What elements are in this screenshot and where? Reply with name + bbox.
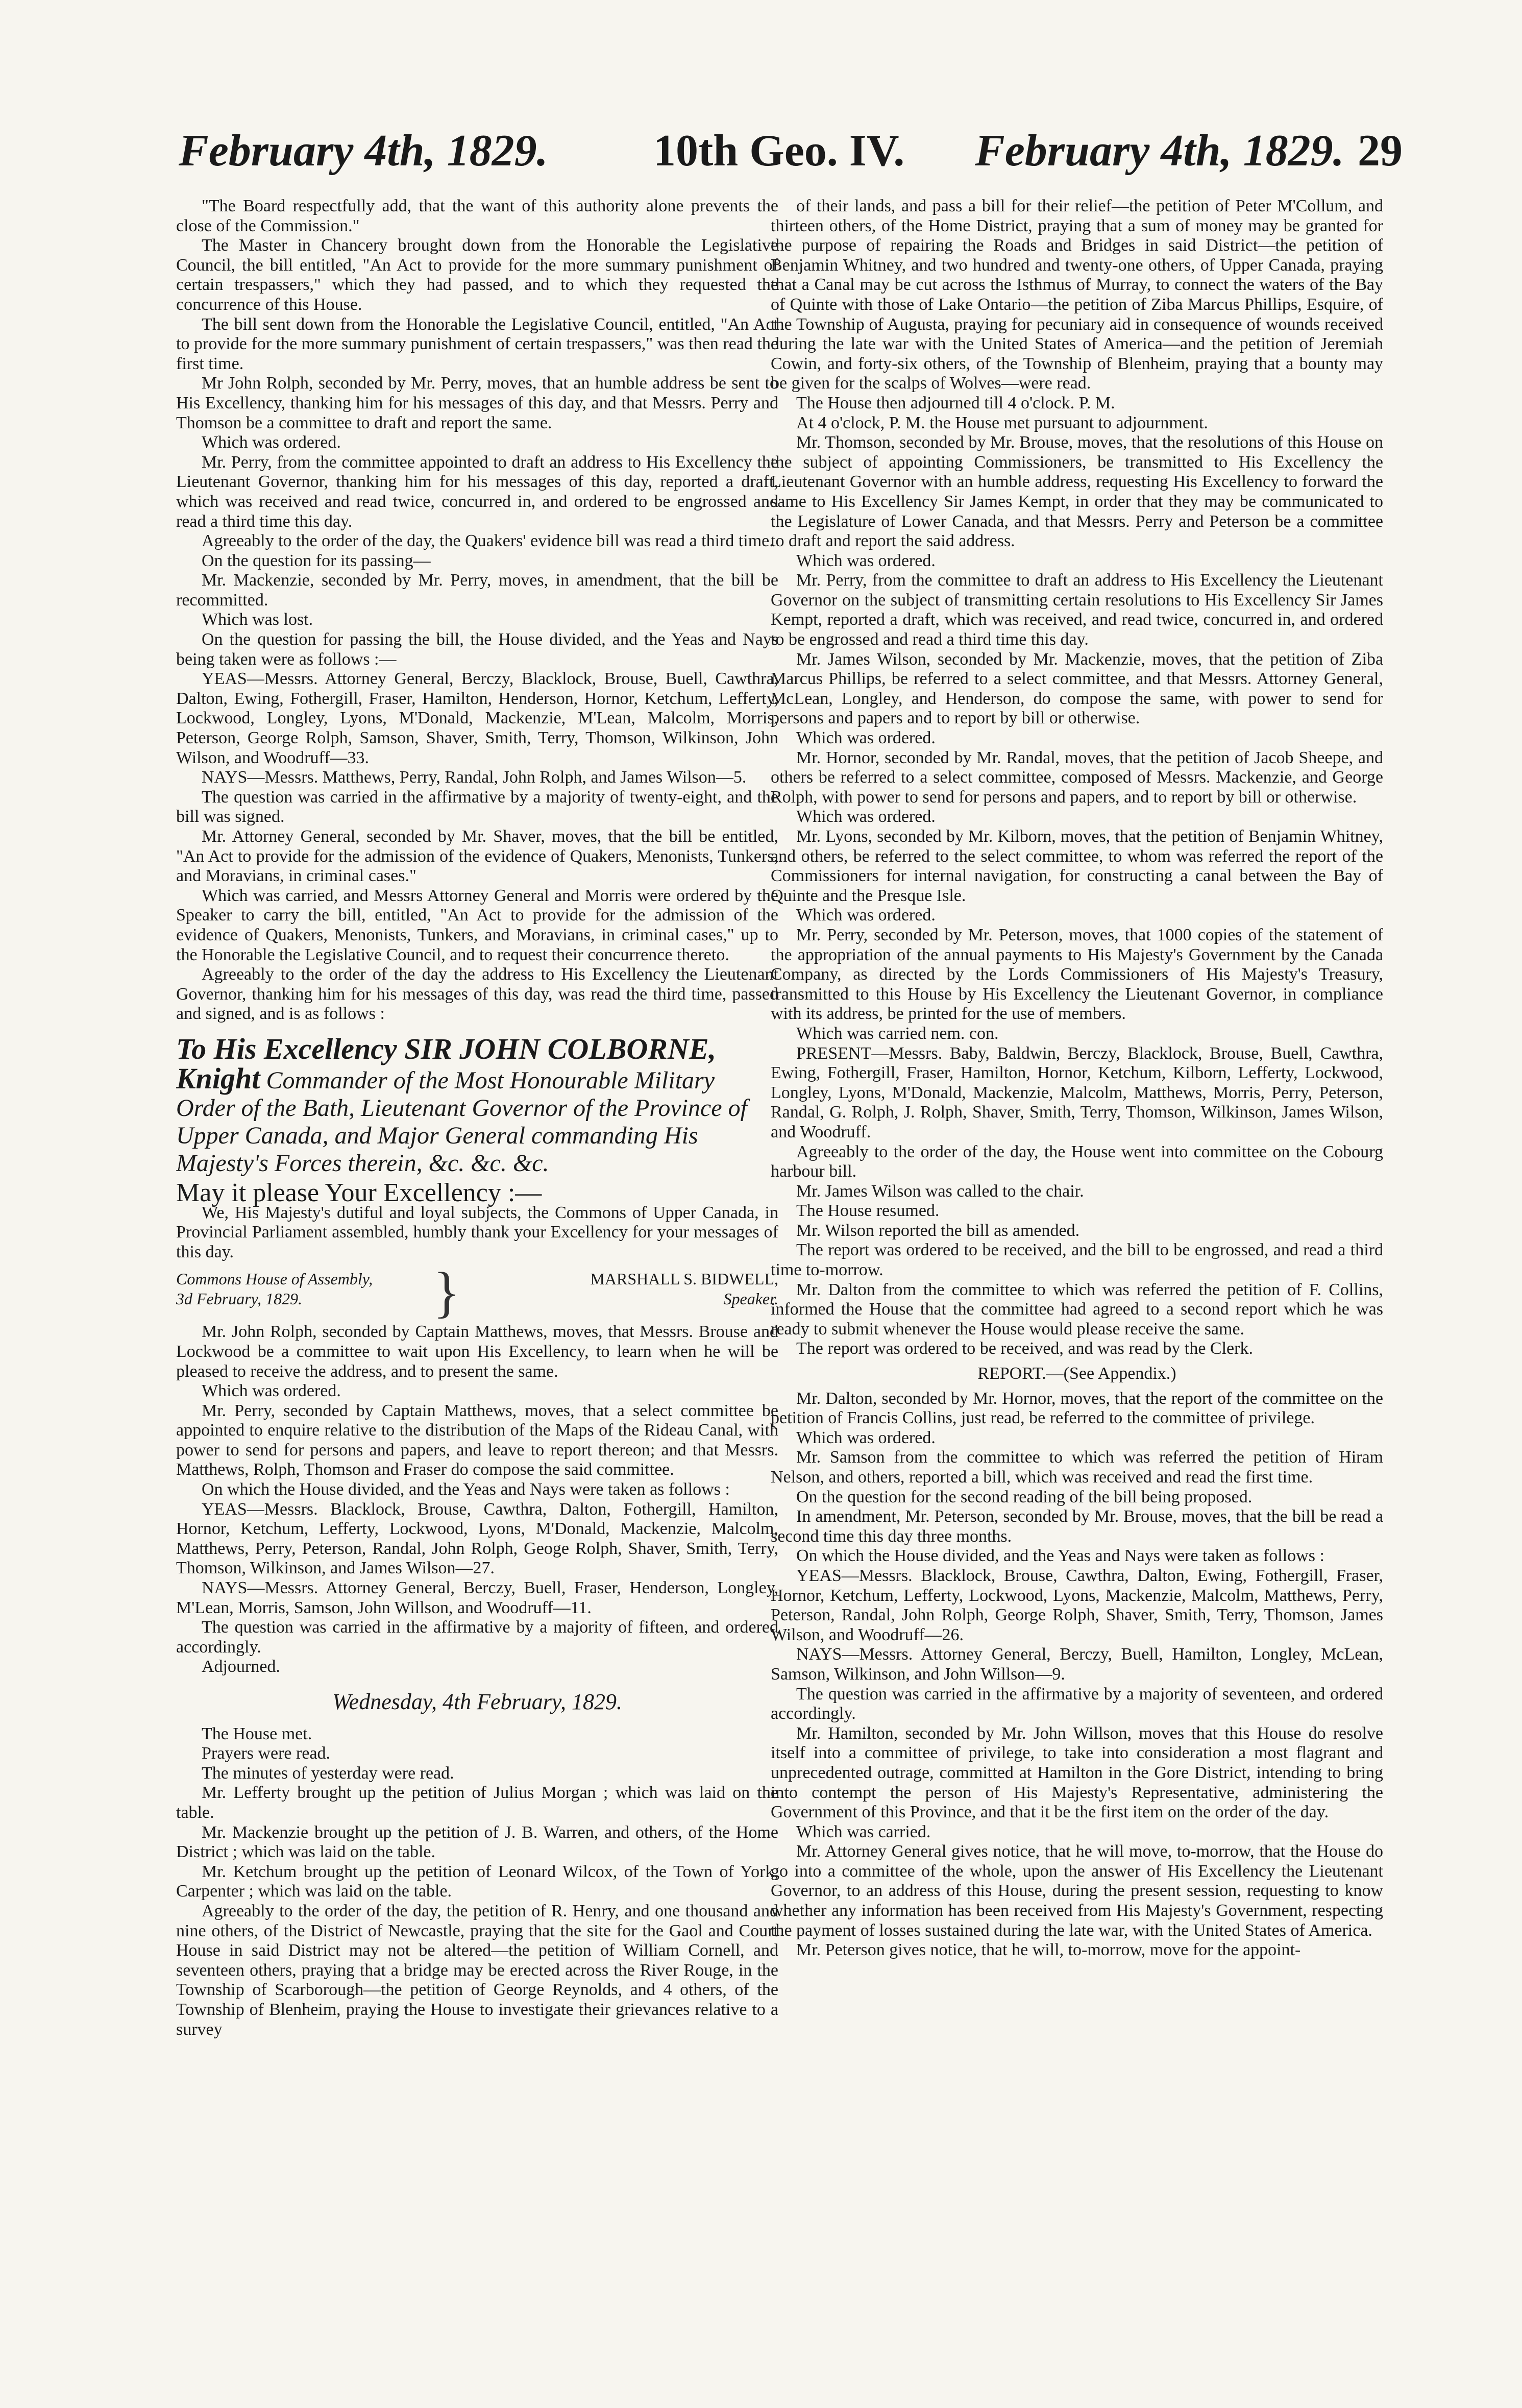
header-reign: 10th Geo. IV. [653,126,905,176]
paragraph: NAYS—Messrs. Attorney General, Berczy, Buell, Hamilton, Longley, McLean, Samson, Wilkinson, and John Willson—9. [771,1645,1383,1684]
paragraph: Which was carried nem. con. [796,1024,999,1043]
paragraph: Mr. Dalton, seconded by Mr. Hornor, moves, that the report of the committee on the petition of Francis Collins, just read, be referred to the committee of privilege. [771,1389,1383,1428]
paragraph: Which was ordered. [796,728,936,748]
paragraph: YEAS—Messrs. Blacklock, Brouse, Cawthra, Dalton, Ewing, Fothergill, Fraser, Hornor, Ketchum, Lefferty, Lockwood, Lyons, Mackenzie, Malcolm, Matthews, Perry, Peterson, Randal, John Rolph, George Rolph, Shaver, Smith, Terry, Thomson, James Wilson, and Woodruff—26. [771,1566,1383,1644]
paragraph: The bill sent down from the Honorable the Legislative Council, entitled, "An Act to provide for the more summary punishment of certain trespassers," was then read the first time. [176,314,778,373]
signature-date: 3d February, 1829. [176,1289,303,1308]
paragraph: Mr. Attorney General gives notice, that he will move, to-morrow, that the House do go into a committee of the whole, upon the answer of His Excellency the Lieutenant Governor, to an address of this House, during the present session, requesting to know whether any information has been received from His Majesty's Government, respecting the payment of losses sustained during the late war, with the United States of America. [771,1842,1383,1940]
paragraph: On the question for its passing— [202,551,431,570]
report-heading: REPORT.—(See Appendix.) [977,1364,1176,1383]
paragraph: NAYS—Messrs. Matthews, Perry, Randal, John Rolph, and James Wilson—5. [202,768,747,787]
paragraph: "The Board respectfully add, that the want of this authority alone prevents the close of the Commission." [176,197,778,235]
paragraph: Mr. Lefferty brought up the petition of Julius Morgan ; which was laid on the table. [176,1783,778,1822]
paragraph: The report was ordered to be received, and the bill to be engrossed, and read a third time to-morrow. [771,1241,1383,1280]
paragraph: Mr. Dalton from the committee to which was referred the petition of F. Collins, informed the House that the committee had agreed to a second report which he was ready to submit whenever the House would please receive the same. [771,1280,1383,1339]
paragraph: Mr. Mackenzie, seconded by Mr. Perry, moves, in amendment, that the bill be recommitted. [176,571,778,610]
paragraph: Mr. Perry, seconded by Mr. Peterson, moves, that 1000 copies of the statement of the appropriation of the annual payments to His Majesty's Government by the Canada Company, as directed by the Lords Commissioners of His Majesty's Treasury, transmitted to this House by His Excellency the Lieutenant Governor, in compliance with its address, be printed for the use of members. [771,925,1383,1024]
page-header [168,125,1403,186]
paragraph: of their lands, and pass a bill for their relief—the petition of Peter M'Collum, and thirteen others, of the Home District, praying that a sum of money may be granted for the purpose of repairing the Roads and Bridges in said District—the petition of Benjamin Whitney, and two hundred and twenty-one others, of Upper Canada, praying that a Canal may be cut across the Isthmus of Murray, to connect the waters of the Bay of Quinte with those of Lake Ontario—the petition of Ziba Marcus Phillips, Esquire, of the Township of Augusta, praying for pecuniary aid in consequence of wounds received during the late war with the United States of America—and the petition of Jeremiah Cowin, and forty-six others, of the Township of Blenheim, praying that a bounty may be given for the scalps of Wolves—were read. [771,197,1383,393]
header-left-date: February 4th, 1829. [179,126,548,176]
paragraph: The House met. [202,1724,312,1743]
paragraph: Prayers were read. [202,1744,331,1763]
paragraph: YEAS—Messrs. Blacklock, Brouse, Cawthra, Dalton, Fothergill, Hamilton, Hornor, Ketchum, Lefferty, Lockwood, Lyons, M'Donald, Mackenzie, Malcolm, Matthews, Perry, Peterson, Randal, John Rolph, Geoge Rolph, Shaver, Smith, Terry, Thomson, Wilkinson, and James Wilson—27. [176,1499,778,1578]
paragraph: Mr. Hornor, seconded by Mr. Randal, moves, that the petition of Jacob Sheepe, and others be referred to a select committee, composed of Messrs. Mackenzie, and George Rolph, with power to send for persons and papers, and to report by bill or otherwise. [771,748,1383,807]
paragraph: Mr John Rolph, seconded by Mr. Perry, moves, that an humble address be sent to His Excellency, thanking him for his messages of this day, and that Messrs. Perry and Thomson be a committee to draft and report the same. [176,374,778,432]
paragraph: Mr. Peterson gives notice, that he will, to-morrow, move for the appoint- [796,1940,1301,1960]
paragraph: Mr. Lyons, seconded by Mr. Kilborn, moves, that the petition of Benjamin Whitney, and others, be referred to the select committee, to whom was referred the report of the Commissioners for internal navigation, for constructing a canal between the Bay of Quinte and the Presque Isle. [771,827,1383,905]
date-heading: Wednesday, 4th February, 1829. [332,1689,622,1714]
right-paragraphs-after [771,1389,1383,1960]
right-paragraphs [771,197,1383,1359]
paragraph: Mr. Perry, seconded by Captain Matthews, moves, that a select committee be appointed to enquire relative to the distribution of the Maps of the Rideau Canal, with power to send for persons and papers, and leave to report thereon; and that Messrs. Matthews, Rolph, Thomson and Fraser do compose the said committee. [176,1401,778,1479]
paragraph: Mr. Thomson, seconded by Mr. Brouse, moves, that the resolutions of this House on the subject of appointing Commissioners, be transmitted to His Excellency the Lieutenant Governor with an humble address, requesting His Excellency to forward the same to His Excellency Sir James Kempt, in order that they may be communicated to the Legislature of Lower Canada, and that Messrs. Perry and Peterson be a committee to draft and report the said address. [771,433,1383,551]
paragraph: Mr. Hamilton, seconded by Mr. John Willson, moves that this House do resolve itself into a committee of privilege, to take into consideration a most flagrant and unprecedented outrage, committed at Hamilton in the Gore District, intending to bring into contempt the person of His Majesty's Representative, administering the Government of this Province, and that it be the first item on the order of the day. [771,1723,1383,1822]
paragraph: Mr. Perry, from the committee appointed to draft an address to His Excellency the Lieutenant Governor, thanking him for his messages of this day, reported a draft, which was received and read twice, concurred in, and ordered to be engrossed and read a third time this day. [176,452,778,531]
paragraph: Which was ordered. [796,1428,936,1447]
paragraph: Which was carried. [796,1822,931,1841]
paragraph: The question was carried in the affirmative by a majority of twenty-eight, and the bill was signed. [176,787,778,826]
paragraph: Which was carried, and Messrs Attorney General and Morris were ordered by the Speaker to carry the bill, entitled, "An Act to provide for the admission of the evidence of Quakers, Menonists, Tunkers, and Moravians, in criminal cases," up to the Honorable the Legislative Council, and to request their concurrence thereto. [176,886,778,964]
signature-name-title [493,1269,778,1308]
paragraph: On which the House divided, and the Yeas and Nays were taken as follows : [202,1480,730,1499]
signature-block [176,1261,778,1324]
paragraph: Mr. Wilson reported the bill as amended. [796,1221,1080,1240]
paragraph: YEAS—Messrs. Attorney General, Berczy, Blacklock, Brouse, Buell, Cawthra, Dalton, Ewing, Fothergill, Fraser, Hamilton, Henderson, Hornor, Ketchum, Lefferty, Lockwood, Longley, Lyons, M'Donald, Mackenzie, M'Lean, Malcolm, Morris, Peterson, George Rolph, Samson, Shaver, Smith, Terry, Thomson, Wilkinson, John Wilson, and Woodruff—33. [176,669,778,767]
signature-place: Commons House of Assembly, [176,1270,373,1288]
paragraph: Agreeably to the order of the day, the petition of R. Henry, and one thousand and nine others, of the District of Newcastle, praying that the site for the Gaol and Court House in said District may not be altered—the petition of William Cornell, and seventeen others, praying that a bridge may be erected across the River Rouge, in the Township of Scarborough—the petition of George Reynolds, and 4 others, of the Township of Blenheim, praying the House to investigate their grievances relative to a survey [176,1901,778,2039]
paragraph: Which was ordered. [796,807,936,826]
left-paragraphs-after [176,1322,778,1677]
paragraph: In amendment, Mr. Peterson, seconded by Mr. Brouse, moves, that the bill be read a second time this day three months. [771,1507,1383,1546]
signature-place-date [176,1269,401,1308]
address-body: We, His Majesty's dutiful and loyal subjects, the Commons of Upper Canada, in Provincial Parliament assembled, humbly thank your Excellency for your messages of this day. [176,1203,778,1261]
paragraph: Mr. James Wilson, seconded by Mr. Mackenzie, moves, that the petition of Ziba Marcus Phillips, be referred to a select committee, and that Messrs. Attorney General, McLean, Longley, and Henderson, do compose the same, with power to send for persons and papers and to report by bill or otherwise. [771,649,1383,728]
paragraph: Mr. Mackenzie brought up the petition of J. B. Warren, and others, of the Home District ; which was laid on the table. [176,1822,778,1862]
paragraph: On which the House divided, and the Yeas and Nays were taken as follows : [796,1546,1324,1566]
paragraph: The minutes of yesterday were read. [202,1763,454,1783]
salutation: May it please Your Excellency :— [176,1178,542,1207]
address-heading-lead: To His Excellency SIR JOHN COLBORNE, Knight [176,1032,717,1095]
right-column [771,197,1383,2366]
address-heading [176,1032,778,1177]
brace-glyph: } [433,1261,460,1324]
paragraph: Agreeably to the order of the day, the Quakers' evidence bill was read a third time. [202,531,774,551]
paragraph: The question was carried in the affirmative by a majority of fifteen, and ordered accordingly. [176,1618,778,1657]
page-number: 29 [1358,126,1403,176]
left-paragraphs [176,197,778,1024]
paragraph: Mr. James Wilson was called to the chair. [796,1181,1084,1201]
paragraph: Mr. Ketchum brought up the petition of Leonard Wilcox, of the Town of York, Carpenter ; which was laid on the table. [176,1862,778,1901]
paragraph: Which was lost. [202,610,313,629]
signature-name: MARSHALL S. BIDWELL, [590,1270,778,1288]
paragraph: On the question for passing the bill, the House divided, and the Yeas and Nays being taken were as follows :— [176,630,778,669]
paragraph: The question was carried in the affirmative by a majority of seventeen, and ordered accordingly. [771,1684,1383,1723]
paragraph: Which was ordered. [796,551,936,570]
paragraph: The House resumed. [796,1201,940,1221]
paragraph: NAYS—Messrs. Attorney General, Berczy, Buell, Fraser, Henderson, Longley, M'Lean, Morris, Samson, John Willson, and Woodruff—11. [176,1578,778,1617]
paragraph: Mr. John Rolph, seconded by Captain Matthews, moves, that Messrs. Brouse and Lockwood be a committee to wait upon His Excellency, to learn when he will be pleased to receive the address, and to present the same. [176,1322,778,1381]
address-heading-rest: Commander of the Most Honourable Military Order of the Bath, Lieutenant Governor of the Province of Upper Canada, and Major General commanding His Majesty's Forces therein, &c. &c. &c. [176,1066,747,1177]
left-paragraphs-final [176,1724,778,2040]
paragraph: On the question for the second reading of the bill being proposed. [796,1487,1253,1506]
paragraph: The report was ordered to be received, and was read by the Clerk. [796,1339,1253,1358]
paragraph: Agreeably to the order of the day, the House went into committee on the Cobourg harbour bill. [771,1142,1383,1181]
paragraph: Which was ordered. [202,1381,341,1401]
paragraph: Which was ordered. [202,433,341,452]
paragraph: The Master in Chancery brought down from the Honorable the Legislative Council, the bill entitled, "An Act to provide for the more summary punishment of certain trespassers," which they had passed, and to which they requested the concurrence of this House. [176,236,778,314]
paragraph: Adjourned. [202,1657,280,1676]
left-column [176,197,778,2366]
paragraph: The House then adjourned till 4 o'clock. P. M. [796,393,1115,412]
paragraph: Which was ordered. [796,906,936,925]
signature-title: Speaker. [723,1289,778,1308]
header-right-date: February 4th, 1829. [975,126,1344,176]
paragraph: Mr. Perry, from the committee to draft an address to His Excellency the Lieutenant Governor on the subject of transmitting certain resolutions to His Excellency Sir James Kempt, reported a draft, which was received, and read twice, concurred in, and ordered to be engrossed and read a third time this day. [771,571,1383,649]
paragraph: Agreeably to the order of the day the address to His Excellency the Lieutenant Governor, thanking him for his messages of this day, was read the third time, passed and signed, and is as follows : [176,965,778,1024]
paragraph: PRESENT—Messrs. Baby, Baldwin, Berczy, Blacklock, Brouse, Buell, Cawthra, Ewing, Fothergill, Fraser, Hamilton, Hornor, Ketchum, Kilborn, Lefferty, Lockwood, Longley, Lyons, M'Donald, Mackenzie, Malcolm, Matthews, Morris, Perry, Peterson, Randal, G. Rolph, J. Rolph, Shaver, Smith, Terry, Thomson, Wilkinson, James Wilson, and Woodruff. [771,1043,1383,1141]
paragraph: At 4 o'clock, P. M. the House met pursuant to adjournment. [796,413,1208,432]
paragraph: Mr. Samson from the committee to which was referred the petition of Hiram Nelson, and others, reported a bill, which was received and read the first time. [771,1448,1383,1487]
paragraph: Mr. Attorney General, seconded by Mr. Shaver, moves, that the bill be entitled, "An Act to provide for the admission of the evidence of Quakers, Menonists, Tunkers, and Moravians, in criminal cases." [176,827,778,886]
